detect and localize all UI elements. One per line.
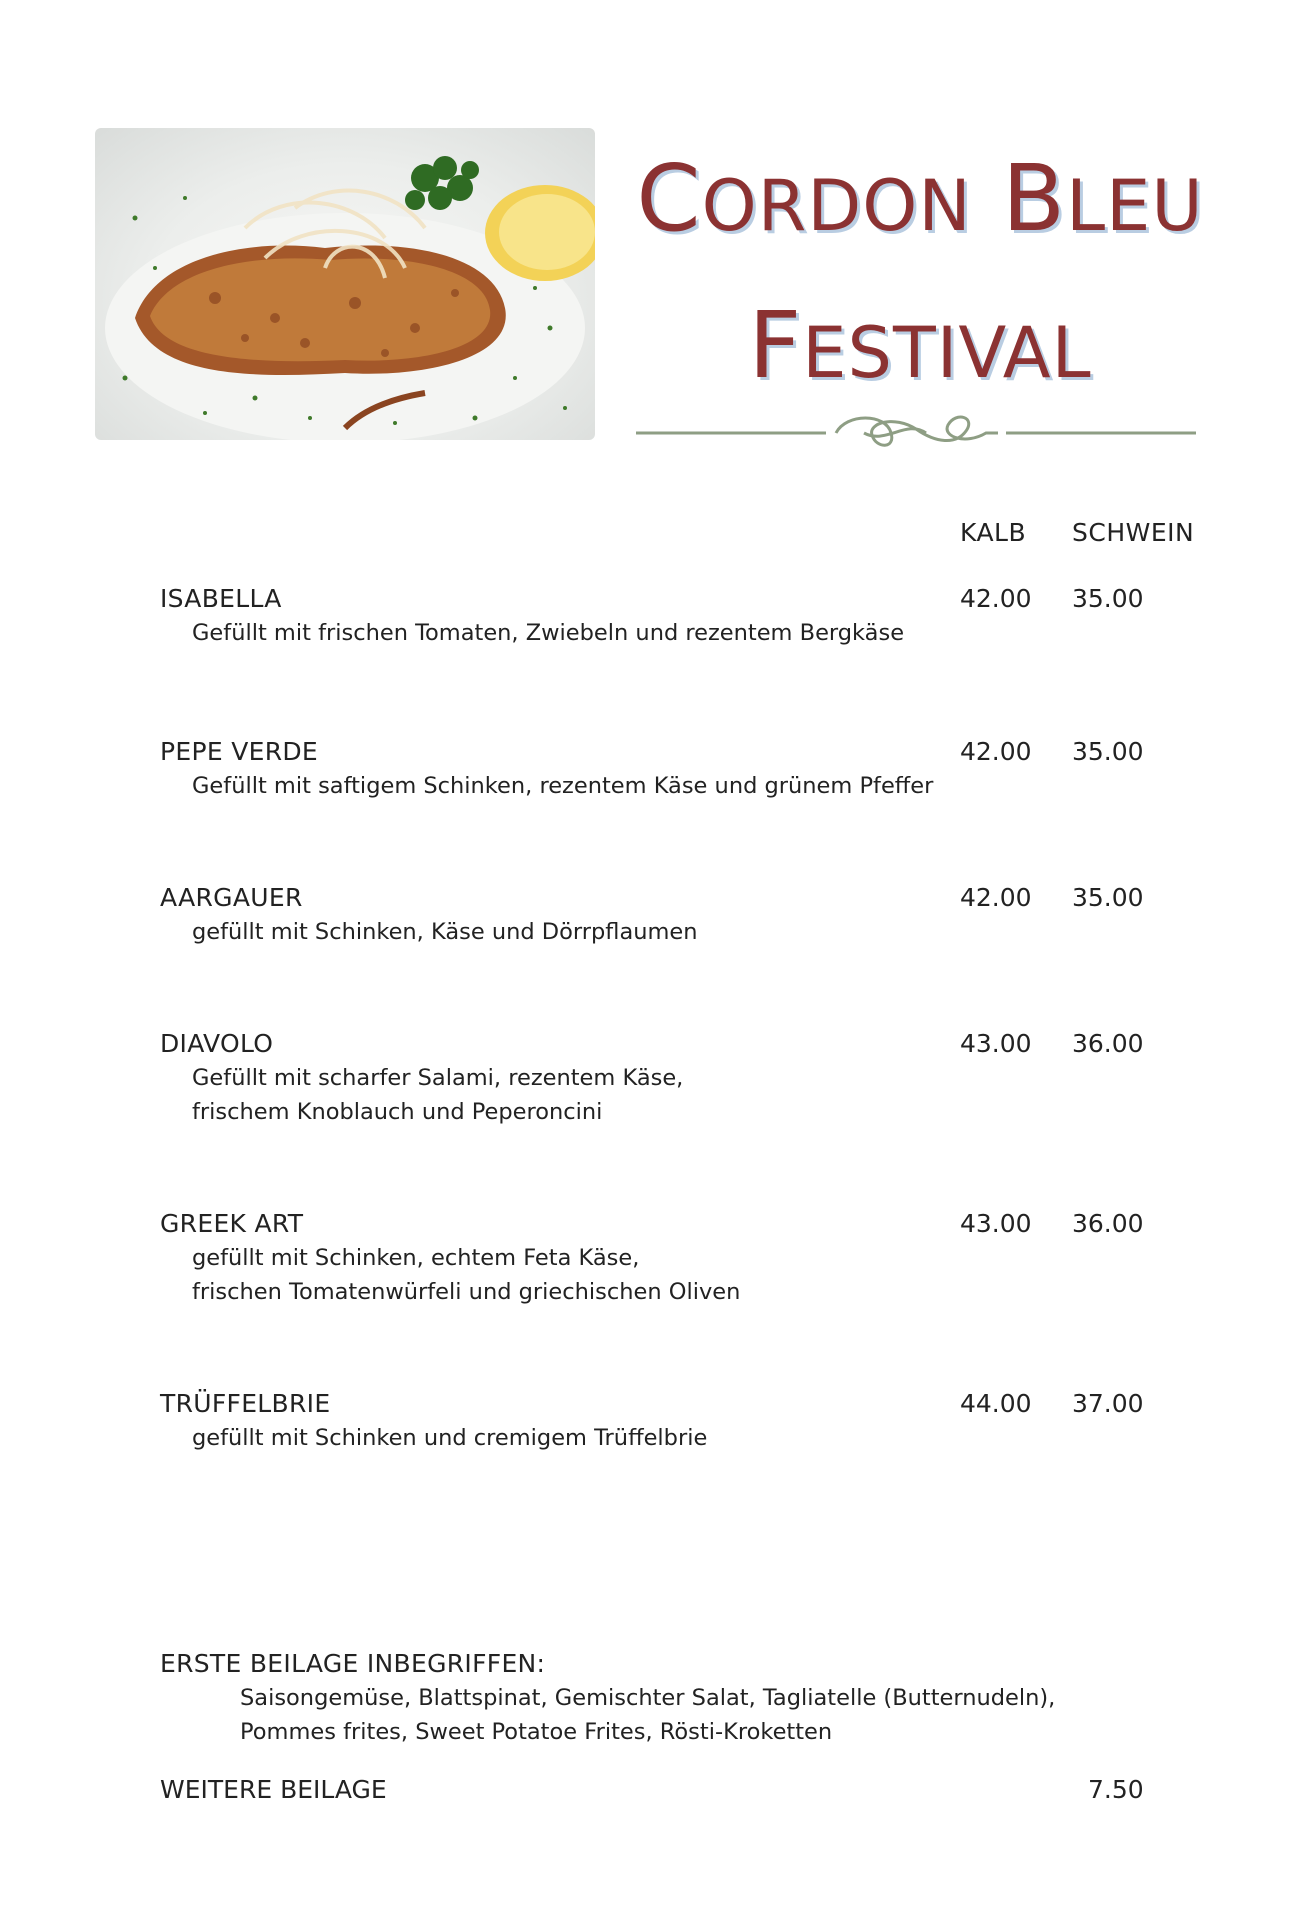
column-header-schwein: SCHWEIN — [1072, 518, 1195, 547]
price-schwein: 35.00 — [1072, 584, 1144, 613]
included-sides — [160, 1647, 1160, 1749]
extra-side-price: 7.50 — [1088, 1775, 1144, 1804]
menu-item-name: DIAVOLO — [160, 1029, 274, 1058]
price-schwein: 35.00 — [1072, 737, 1144, 766]
menu-item-description: Gefüllt mit scharfer Salami, rezentem Käse, frischem Knoblauch und Peperoncini — [192, 1065, 684, 1125]
price-kalb: 43.00 — [960, 1029, 1032, 1058]
menu-title-line-1 — [600, 145, 1240, 252]
decorative-flourish-icon — [636, 405, 1196, 451]
column-header-kalb: KALB — [960, 518, 1027, 547]
price-kalb: 42.00 — [960, 737, 1032, 766]
menu-item-name: ISABELLA — [160, 584, 282, 613]
price-kalb: 42.00 — [960, 584, 1032, 613]
sides-description: Saisongemüse, Blattspinat, Gemischter Salat, Tagliatelle (Butternudeln), Pommes frites, Sweet Potatoe Frites, Rösti-Kroketten — [240, 1685, 1056, 1745]
extra-side — [160, 1773, 1160, 1807]
price-kalb: 44.00 — [960, 1389, 1032, 1418]
price-schwein: 37.00 — [1072, 1389, 1144, 1418]
cordon-bleu-photo — [95, 128, 595, 440]
menu-item — [160, 582, 1160, 650]
menu-item-name: TRÜFFELBRIE — [160, 1389, 331, 1418]
title-line-2: FESTIVAL — [748, 292, 1092, 399]
menu-item — [160, 1387, 1160, 1455]
menu-item-description: Gefüllt mit frischen Tomaten, Zwiebeln und rezentem Bergkäse — [192, 620, 905, 646]
menu-item — [160, 881, 1160, 949]
menu-item — [160, 1207, 1160, 1309]
price-kalb: 42.00 — [960, 883, 1032, 912]
sides-heading: ERSTE BEILAGE INBEGRIFFEN: — [160, 1649, 546, 1678]
menu-item-description: gefüllt mit Schinken, Käse und Dörrpflaumen — [192, 919, 698, 945]
menu-title-line-2 — [600, 292, 1240, 399]
menu-item — [160, 735, 1160, 803]
menu-item-name: AARGAUER — [160, 883, 303, 912]
menu-item-name: GREEK ART — [160, 1209, 304, 1238]
price-schwein: 35.00 — [1072, 883, 1144, 912]
menu-item-description: gefüllt mit Schinken, echtem Feta Käse, frischen Tomatenwürfeli und griechischen Oliven — [192, 1245, 741, 1305]
price-schwein: 36.00 — [1072, 1209, 1144, 1238]
price-kalb: 43.00 — [960, 1209, 1032, 1238]
menu-item — [160, 1027, 1160, 1129]
price-schwein: 36.00 — [1072, 1029, 1144, 1058]
menu-item-description: Gefüllt mit saftigem Schinken, rezentem Käse und grünem Pfeffer — [192, 773, 934, 799]
extra-side-label: WEITERE BEILAGE — [160, 1775, 387, 1804]
menu-item-name: PEPE VERDE — [160, 737, 319, 766]
title-line-1: CORDON BLEU — [636, 145, 1204, 252]
menu-item-description: gefüllt mit Schinken und cremigem Trüffelbrie — [192, 1425, 708, 1451]
